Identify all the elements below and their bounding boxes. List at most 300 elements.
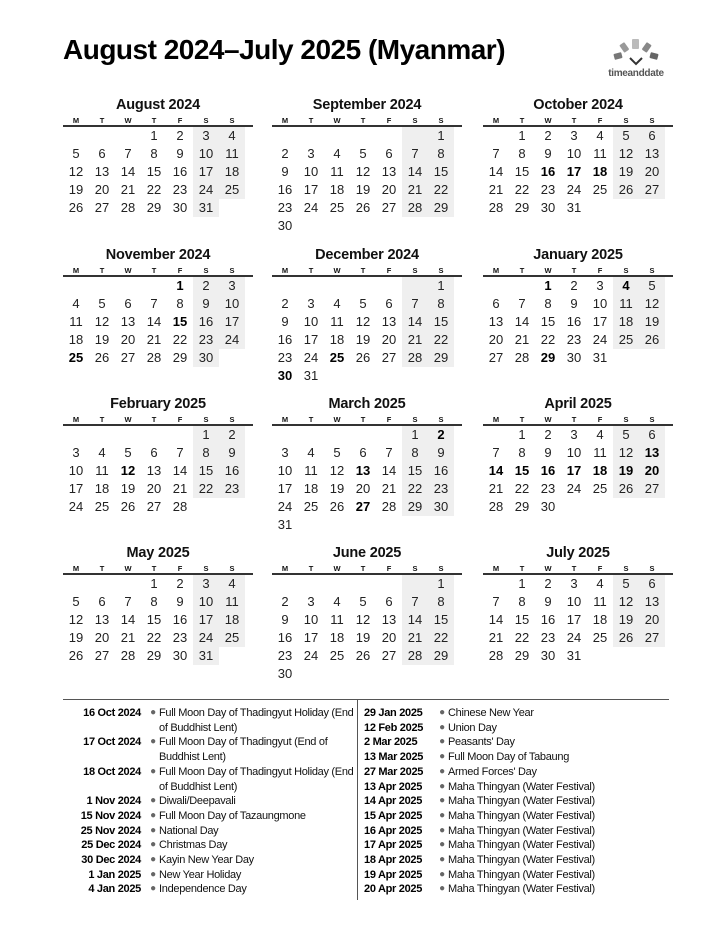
day-cell: 13 — [120, 314, 136, 329]
weekday-header: M — [281, 266, 289, 275]
day-cell: 10 — [68, 463, 84, 478]
day-cell: 30 — [428, 498, 454, 516]
holiday-day-cell: 14 — [488, 463, 504, 478]
day-cell: 10 — [193, 145, 219, 163]
day-cell: 23 — [277, 350, 293, 365]
weekday-header: F — [597, 415, 603, 424]
day-cell: 30 — [540, 499, 556, 514]
holiday-day-cell: 15 — [172, 314, 188, 329]
day-cell: 2 — [570, 278, 578, 293]
day-cell: 18 — [592, 612, 608, 627]
day-cell: 29 — [146, 200, 162, 215]
day-cell: 24 — [277, 499, 293, 514]
weekday-header: T — [308, 415, 314, 424]
weekday-header: T — [571, 116, 577, 125]
weekday-header: F — [177, 266, 183, 275]
empty-day-cell — [298, 277, 324, 295]
day-cell: 17 — [303, 630, 319, 645]
week-row — [63, 331, 253, 349]
holiday-name: Armed Forces' Day — [448, 765, 537, 778]
holiday-name: Maha Thingyan (Water Festival) — [448, 854, 595, 867]
day-cell: 31 — [193, 199, 219, 217]
month-calendar — [483, 394, 673, 516]
empty-day-cell — [639, 647, 665, 665]
empty-day-cell — [402, 665, 428, 683]
empty-day-cell — [350, 127, 376, 145]
day-cell: 25 — [94, 499, 110, 514]
day-cell: 2 — [544, 128, 552, 143]
weekday-header: T — [99, 266, 105, 275]
empty-day-cell — [324, 575, 350, 593]
holiday-date: 17 Oct 2024 — [83, 736, 141, 749]
weekday-header: S — [438, 415, 444, 424]
day-cell: 17 — [68, 481, 84, 496]
week-row — [483, 629, 673, 647]
day-cell: 25 — [592, 182, 608, 197]
week-row — [483, 295, 673, 313]
month-calendar — [63, 394, 253, 516]
weekday-header: S — [229, 266, 235, 275]
day-cell: 25 — [592, 630, 608, 645]
day-cell: 17 — [193, 163, 219, 181]
day-cell: 14 — [381, 463, 397, 478]
day-cell: 22 — [402, 480, 428, 498]
weekday-header: S — [623, 266, 629, 275]
month-calendar — [63, 543, 253, 665]
day-cell: 14 — [514, 314, 530, 329]
empty-day-cell — [509, 277, 535, 295]
holiday-date: 17 Apr 2025 — [364, 839, 423, 852]
day-cell: 11 — [219, 593, 245, 611]
empty-day-cell — [89, 277, 115, 295]
bullet-icon: ● — [439, 707, 445, 718]
day-cell: 18 — [68, 332, 84, 347]
day-cell: 30 — [566, 350, 582, 365]
day-cell: 2 — [544, 576, 552, 591]
week-row — [272, 217, 462, 235]
empty-day-cell — [376, 217, 402, 235]
day-cell: 23 — [172, 630, 188, 645]
weekday-header: S — [203, 564, 209, 573]
weekday-header: S — [438, 266, 444, 275]
day-cell: 3 — [307, 146, 315, 161]
day-cell: 26 — [120, 499, 136, 514]
empty-day-cell — [141, 426, 167, 444]
day-cell: 19 — [355, 332, 371, 347]
day-cell: 6 — [639, 127, 665, 145]
holiday-day-cell: 30 — [277, 368, 293, 383]
page-title: August 2024–July 2025 (Myanmar) — [63, 34, 506, 65]
day-cell: 25 — [329, 200, 345, 215]
week-row — [272, 593, 462, 611]
day-cell: 18 — [613, 313, 639, 331]
day-cell: 11 — [613, 295, 639, 313]
day-cell: 24 — [566, 481, 582, 496]
holiday-day-cell: 16 — [540, 164, 556, 179]
day-cell: 10 — [219, 295, 245, 313]
day-cell: 21 — [402, 181, 428, 199]
week-row — [272, 181, 462, 199]
holiday-date: 18 Oct 2024 — [83, 765, 141, 778]
day-cell: 4 — [219, 575, 245, 593]
week-row — [272, 575, 462, 593]
day-cell: 26 — [613, 629, 639, 647]
empty-day-cell — [324, 426, 350, 444]
month-calendar — [272, 245, 462, 385]
bullet-icon: ● — [150, 854, 156, 866]
holiday-name: Maha Thingyan (Water Festival) — [448, 824, 595, 837]
day-cell: 29 — [514, 200, 530, 215]
day-cell: 2 — [281, 146, 289, 161]
day-cell: 7 — [492, 146, 500, 161]
week-row — [483, 480, 673, 498]
day-cell: 12 — [68, 612, 84, 627]
empty-day-cell — [324, 277, 350, 295]
weekday-header: W — [124, 415, 132, 424]
empty-day-cell — [324, 127, 350, 145]
weekday-header: T — [151, 116, 157, 125]
day-cell: 6 — [385, 146, 393, 161]
day-cell: 16 — [193, 313, 219, 331]
week-row — [63, 480, 253, 498]
week-row — [483, 611, 673, 629]
holiday-name: Full Moon Day of Thadingyut (End of Buddhist Lent) — [159, 736, 328, 764]
weekday-header-row — [483, 265, 673, 277]
day-cell: 4 — [219, 127, 245, 145]
holiday-name: Maha Thingyan (Water Festival) — [448, 883, 595, 896]
day-cell: 12 — [329, 463, 345, 478]
day-cell: 7 — [385, 445, 393, 460]
day-cell: 23 — [277, 200, 293, 215]
weekday-header: T — [99, 415, 105, 424]
week-row — [272, 629, 462, 647]
holiday-date: 18 Apr 2025 — [364, 854, 423, 867]
day-cell: 6 — [385, 594, 393, 609]
weekday-header: S — [649, 116, 655, 125]
day-cell: 9 — [219, 444, 245, 462]
weekday-header-row — [483, 563, 673, 575]
holiday-day-cell: 1 — [176, 278, 184, 293]
day-cell: 24 — [193, 181, 219, 199]
week-row — [63, 593, 253, 611]
day-cell: 30 — [540, 200, 556, 215]
week-row — [272, 277, 462, 295]
day-cell: 26 — [68, 648, 84, 663]
month-title: January 2025 — [533, 247, 623, 263]
day-cell: 3 — [193, 575, 219, 593]
day-cell: 3 — [570, 128, 578, 143]
weekday-header: T — [360, 266, 366, 275]
day-cell: 22 — [428, 331, 454, 349]
day-cell: 8 — [518, 594, 526, 609]
day-cell: 21 — [514, 332, 530, 347]
empty-day-cell — [298, 217, 324, 235]
day-cell: 16 — [566, 314, 582, 329]
day-cell: 7 — [176, 445, 184, 460]
empty-day-cell — [298, 426, 324, 444]
weekday-header-row — [63, 563, 253, 575]
weekday-header: F — [597, 116, 603, 125]
day-cell: 27 — [639, 480, 665, 498]
day-cell: 27 — [94, 648, 110, 663]
holiday-list-item — [63, 735, 355, 764]
weekday-header: T — [571, 266, 577, 275]
day-cell: 3 — [307, 296, 315, 311]
day-cell: 24 — [303, 200, 319, 215]
day-cell: 12 — [68, 164, 84, 179]
day-cell: 2 — [281, 594, 289, 609]
weekday-header: S — [229, 564, 235, 573]
holiday-list-item — [362, 765, 668, 780]
empty-day-cell — [89, 575, 115, 593]
day-cell: 10 — [303, 314, 319, 329]
weekday-header: T — [360, 415, 366, 424]
day-cell: 13 — [381, 612, 397, 627]
day-cell: 21 — [402, 331, 428, 349]
bullet-icon: ● — [439, 824, 445, 836]
day-cell: 28 — [488, 200, 504, 215]
bullet-icon: ● — [439, 765, 445, 777]
day-cell: 5 — [613, 426, 639, 444]
weekday-header-row — [272, 563, 462, 575]
day-cell: 12 — [613, 145, 639, 163]
weekday-header-row — [272, 115, 462, 127]
day-cell: 11 — [330, 612, 344, 627]
empty-day-cell — [63, 426, 89, 444]
day-cell: 21 — [172, 481, 188, 496]
day-cell: 3 — [281, 445, 289, 460]
day-cell: 23 — [540, 481, 556, 496]
day-cell: 2 — [176, 128, 184, 143]
day-cell: 3 — [219, 277, 245, 295]
holiday-day-cell: 18 — [592, 463, 608, 478]
day-cell: 31 — [277, 517, 293, 532]
weekday-header-row — [483, 115, 673, 127]
holiday-date: 13 Mar 2025 — [364, 751, 424, 764]
weekday-header: W — [333, 116, 341, 125]
holiday-day-cell: 25 — [329, 350, 345, 365]
holiday-day-cell: 13 — [639, 444, 665, 462]
week-row — [63, 426, 253, 444]
empty-day-cell — [298, 575, 324, 593]
day-cell: 28 — [488, 648, 504, 663]
day-cell: 28 — [402, 647, 428, 665]
day-cell: 3 — [570, 427, 578, 442]
holiday-list-item — [362, 735, 668, 750]
week-row — [63, 629, 253, 647]
day-cell: 8 — [193, 444, 219, 462]
holiday-list-item — [63, 824, 355, 839]
empty-day-cell — [613, 199, 639, 217]
holiday-day-cell: 13 — [355, 463, 371, 478]
empty-day-cell — [428, 367, 454, 385]
holiday-list-item — [362, 882, 668, 897]
day-cell: 21 — [488, 630, 504, 645]
day-cell: 26 — [329, 499, 345, 514]
day-cell: 9 — [544, 146, 552, 161]
weekday-header: T — [308, 116, 314, 125]
weekday-header: S — [623, 415, 629, 424]
day-cell: 6 — [492, 296, 500, 311]
day-cell: 13 — [94, 612, 110, 627]
day-cell: 21 — [488, 481, 504, 496]
holiday-date: 14 Apr 2025 — [364, 795, 423, 808]
weekday-header: F — [386, 415, 392, 424]
day-cell: 22 — [172, 332, 188, 347]
weekday-header: T — [151, 415, 157, 424]
day-cell: 4 — [98, 445, 106, 460]
month-title: July 2025 — [546, 545, 610, 561]
holiday-name: National Day — [159, 824, 219, 837]
day-cell: 20 — [381, 182, 397, 197]
holiday-list-right — [362, 706, 668, 897]
weekday-header: S — [649, 564, 655, 573]
day-cell: 12 — [355, 314, 371, 329]
day-cell: 25 — [219, 181, 245, 199]
month-title: November 2024 — [105, 247, 211, 263]
day-cell: 16 — [172, 164, 188, 179]
week-row — [272, 426, 462, 444]
day-cell: 31 — [566, 648, 582, 663]
day-cell: 28 — [514, 350, 530, 365]
day-cell: 18 — [329, 630, 345, 645]
week-row — [483, 145, 673, 163]
day-cell: 3 — [596, 278, 604, 293]
day-cell: 11 — [304, 463, 318, 478]
weekday-header: W — [124, 266, 132, 275]
empty-day-cell — [402, 516, 428, 534]
day-cell: 28 — [402, 199, 428, 217]
holiday-name: Diwali/Deepavali — [159, 795, 236, 808]
day-cell: 29 — [402, 498, 428, 516]
day-cell: 9 — [544, 594, 552, 609]
holiday-list-item — [362, 868, 668, 883]
weekday-header: M — [281, 564, 289, 573]
day-cell: 22 — [193, 480, 219, 498]
day-cell: 10 — [566, 146, 582, 161]
day-cell: 23 — [277, 648, 293, 663]
bullet-icon: ● — [150, 839, 156, 851]
week-row — [63, 199, 253, 217]
day-cell: 26 — [68, 200, 84, 215]
week-row — [272, 462, 462, 480]
holiday-day-cell: 20 — [639, 462, 665, 480]
empty-day-cell — [428, 217, 454, 235]
day-cell: 12 — [639, 295, 665, 313]
bullet-icon: ● — [439, 854, 445, 866]
holiday-name: Full Moon Day of Tabaung — [448, 751, 570, 764]
day-cell: 25 — [592, 481, 608, 496]
day-cell: 1 — [518, 576, 526, 591]
empty-day-cell — [639, 498, 665, 516]
day-cell: 20 — [381, 332, 397, 347]
empty-day-cell — [115, 575, 141, 593]
day-cell: 8 — [428, 295, 454, 313]
holiday-date: 27 Mar 2025 — [364, 765, 424, 778]
day-cell: 24 — [193, 629, 219, 647]
day-cell: 21 — [488, 182, 504, 197]
day-cell: 27 — [639, 181, 665, 199]
month-title: March 2025 — [328, 396, 406, 412]
day-cell: 7 — [402, 593, 428, 611]
weekday-header: W — [124, 116, 132, 125]
day-cell: 28 — [120, 648, 136, 663]
bullet-icon: ● — [439, 751, 445, 763]
day-cell: 15 — [146, 164, 162, 179]
holiday-name: Christmas Day — [159, 839, 228, 852]
day-cell: 9 — [428, 444, 454, 462]
day-cell: 10 — [566, 594, 582, 609]
day-cell: 26 — [355, 200, 371, 215]
day-cell: 28 — [120, 200, 136, 215]
weekday-header: M — [72, 116, 80, 125]
week-row — [272, 349, 462, 367]
day-cell: 24 — [566, 182, 582, 197]
day-cell: 13 — [94, 164, 110, 179]
empty-day-cell — [298, 516, 324, 534]
empty-day-cell — [402, 217, 428, 235]
day-cell: 16 — [172, 612, 188, 627]
week-row — [483, 277, 673, 295]
weekday-header: S — [412, 266, 418, 275]
empty-day-cell — [63, 127, 89, 145]
day-cell: 5 — [124, 445, 132, 460]
day-cell: 5 — [613, 575, 639, 593]
weekday-header: W — [544, 415, 552, 424]
day-cell: 13 — [639, 593, 665, 611]
week-row — [272, 647, 462, 665]
weekday-header: T — [151, 564, 157, 573]
day-cell: 14 — [120, 612, 136, 627]
day-cell: 16 — [277, 332, 293, 347]
day-cell: 4 — [333, 146, 341, 161]
day-cell: 22 — [514, 630, 530, 645]
weekday-header: F — [386, 564, 392, 573]
day-cell: 7 — [150, 296, 158, 311]
day-cell: 30 — [193, 349, 219, 367]
weekday-header: F — [177, 564, 183, 573]
empty-day-cell — [639, 349, 665, 367]
day-cell: 11 — [593, 445, 607, 460]
day-cell: 1 — [428, 127, 454, 145]
day-cell: 9 — [281, 612, 289, 627]
day-cell: 2 — [176, 576, 184, 591]
holiday-name: Full Moon Day of Thadingyut Holiday (End of Buddhist Lent) — [159, 765, 354, 793]
weekday-header: M — [492, 415, 500, 424]
day-cell: 5 — [72, 594, 80, 609]
day-cell: 20 — [94, 182, 110, 197]
day-cell: 10 — [193, 593, 219, 611]
empty-day-cell — [483, 575, 509, 593]
week-row — [272, 367, 462, 385]
day-cell: 23 — [219, 480, 245, 498]
day-cell: 30 — [277, 666, 293, 681]
week-row — [483, 331, 673, 349]
holiday-list-item — [63, 838, 355, 853]
empty-day-cell — [483, 127, 509, 145]
day-cell: 24 — [566, 630, 582, 645]
week-row — [272, 516, 462, 534]
day-cell: 1 — [428, 575, 454, 593]
day-cell: 6 — [124, 296, 132, 311]
day-cell: 11 — [219, 145, 245, 163]
day-cell: 2 — [544, 427, 552, 442]
empty-day-cell — [402, 367, 428, 385]
week-row — [483, 127, 673, 145]
weekday-header: T — [519, 266, 525, 275]
weekday-header-row — [63, 115, 253, 127]
week-row — [483, 349, 673, 367]
